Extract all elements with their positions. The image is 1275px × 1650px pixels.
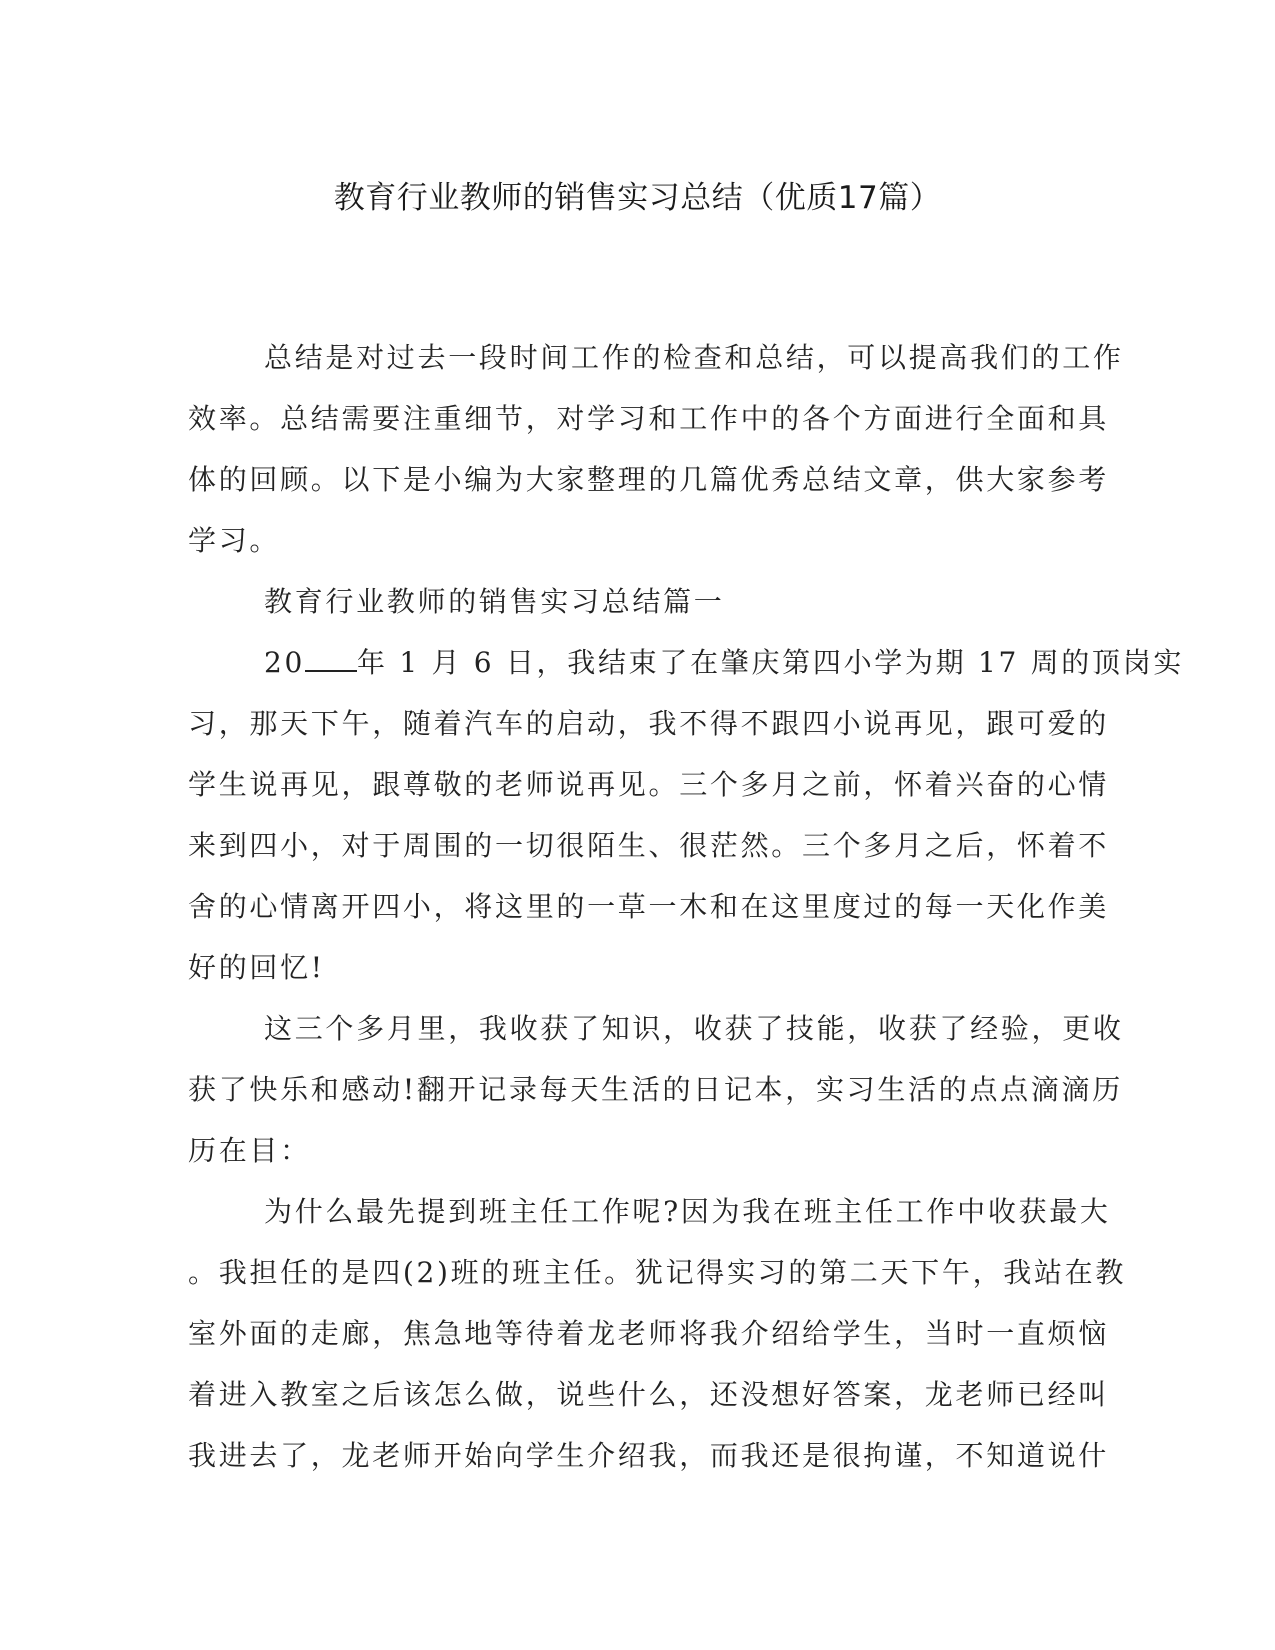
- paragraph-line: 室外面的走廊，焦急地等待着龙老师将我介绍给学生，当时一直烦恼: [188, 1317, 1110, 1350]
- document-body: [188, 327, 1185, 1486]
- paragraph-line: 效率。总结需要注重细节，对学习和工作中的各个方面进行全面和具: [188, 402, 1110, 435]
- paragraph-line: 着进入教室之后该怎么做，说些什么，还没想好答案，龙老师已经叫: [188, 1378, 1110, 1411]
- paragraph-line: 学习。: [188, 524, 281, 557]
- paragraph-line: 来到四小，对于周围的一切很陌生、很茫然。三个多月之后，怀着不: [188, 829, 1110, 862]
- section-heading: 教育行业教师的销售实习总结篇一: [264, 585, 725, 618]
- year-prefix: 20: [264, 646, 306, 679]
- paragraph-line: 好的回忆!: [188, 951, 325, 984]
- paragraph-line: 这三个多月里，我收获了知识，收获了技能，收获了经验，更收: [264, 1012, 1124, 1045]
- date-text: 年 1 月 6 日，我结束了在肇庆第四小学为期 17 周的顶岗实: [357, 646, 1185, 679]
- paragraph-line: 我进去了，龙老师开始向学生介绍我，而我还是很拘谨，不知道说什: [188, 1439, 1110, 1472]
- paragraph-line: 舍的心情离开四小，将这里的一草一木和在这里度过的每一天化作美: [188, 890, 1110, 923]
- document-title: 教育行业教师的销售实习总结（优质17篇）: [333, 180, 942, 216]
- blank-underline: [305, 648, 357, 672]
- paragraph-line: 。我担任的是四(2)班的班主任。犹记得实习的第二天下午，我站在教: [188, 1256, 1127, 1289]
- paragraph-line: 为什么最先提到班主任工作呢?因为我在班主任工作中收获最大: [264, 1195, 1111, 1228]
- paragraph-line: 历在目：: [188, 1134, 311, 1167]
- paragraph-line: 学生说再见，跟尊敬的老师说再见。三个多月之前，怀着兴奋的心情: [188, 768, 1110, 801]
- paragraph-line: 体的回顾。以下是小编为大家整理的几篇优秀总结文章，供大家参考: [188, 463, 1110, 496]
- paragraph-line: 获了快乐和感动!翻开记录每天生活的日记本，实习生活的点点滴滴历: [188, 1073, 1123, 1106]
- paragraph-line: [188, 632, 1185, 693]
- paragraph-line: 习，那天下午，随着汽车的启动，我不得不跟四小说再见，跟可爱的: [188, 707, 1110, 740]
- paragraph-line: 总结是对过去一段时间工作的检查和总结，可以提高我们的工作: [264, 341, 1124, 374]
